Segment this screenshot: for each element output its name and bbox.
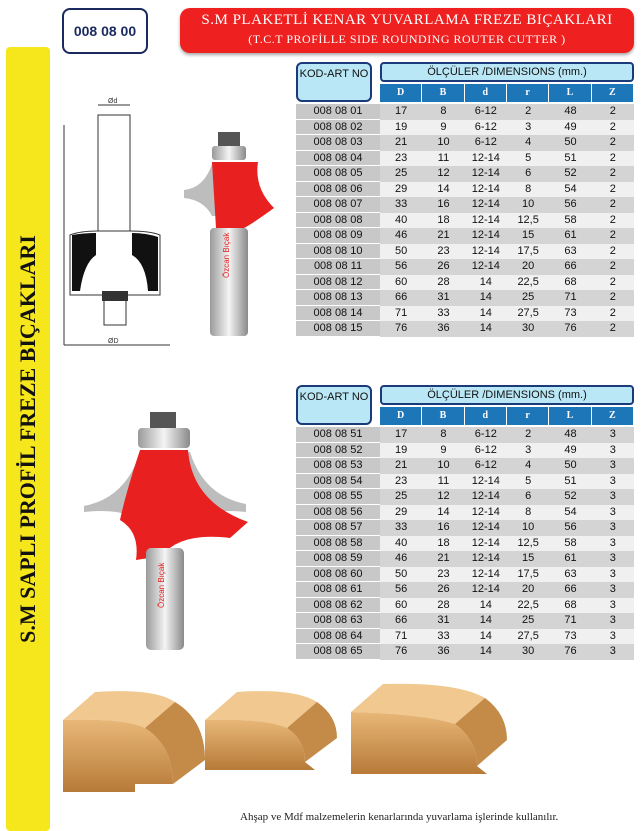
product-code-box: [62, 8, 148, 54]
table-row: [296, 629, 634, 645]
dimension-cell: 2: [592, 182, 634, 198]
dimension-cell: 3: [592, 629, 634, 645]
dimension-cell: 17: [380, 104, 422, 120]
dimension-cell: 18: [422, 536, 464, 552]
dimensions-header: ÖLÇÜLER /DIMENSIONS (mm.): [380, 385, 634, 405]
dimension-cell: 6-12: [465, 458, 507, 474]
dimension-cell: 3: [592, 598, 634, 614]
dimension-cell: 66: [380, 290, 422, 306]
table-row: [296, 228, 634, 244]
dimension-cell: 3: [592, 505, 634, 521]
brand-text-bit1: Özcan Bıçak: [222, 232, 231, 278]
dimension-cell: 10: [507, 520, 549, 536]
dimension-cell: 2: [592, 151, 634, 167]
dimension-cell: 2: [507, 427, 549, 443]
column-header: L: [549, 84, 591, 102]
dimension-cell: 2: [592, 306, 634, 322]
article-code-cell: 008 08 01: [296, 104, 380, 120]
dimension-cell: 58: [549, 536, 591, 552]
dimension-cell: 10: [507, 197, 549, 213]
dimension-cell: 2: [592, 259, 634, 275]
column-header: B: [422, 84, 464, 102]
dimension-cell: 3: [507, 120, 549, 136]
article-code-cell: 008 08 62: [296, 598, 380, 614]
dimension-cell: 30: [507, 321, 549, 337]
table-row: [296, 489, 634, 505]
dimension-cell: 4: [507, 135, 549, 151]
dimension-cell: 46: [380, 551, 422, 567]
dimension-cell: 21: [422, 551, 464, 567]
dimension-cell: 48: [549, 427, 591, 443]
dimension-cell: 21: [380, 135, 422, 151]
dimension-cell: 12-14: [465, 151, 507, 167]
dimension-cell: 73: [549, 306, 591, 322]
dimension-cell: 25: [380, 166, 422, 182]
column-header: B: [422, 407, 464, 425]
dimension-cell: 40: [380, 213, 422, 229]
article-code-cell: 008 08 14: [296, 306, 380, 322]
dimension-cell: 27,5: [507, 306, 549, 322]
dimension-cell: 3: [592, 582, 634, 598]
dimension-cell: 10: [422, 458, 464, 474]
dimension-cell: 12: [422, 489, 464, 505]
dimension-cell: 10: [422, 135, 464, 151]
dimension-cell: 6: [507, 489, 549, 505]
dimension-cell: 14: [465, 644, 507, 660]
dimension-cell: 63: [549, 567, 591, 583]
dimension-cell: 3: [592, 567, 634, 583]
dimension-cell: 46: [380, 228, 422, 244]
product-code: 008 08 00: [73, 23, 137, 39]
dimension-cell: 2: [592, 120, 634, 136]
article-code-cell: 008 08 55: [296, 489, 380, 505]
dimension-cell: 12,5: [507, 536, 549, 552]
dimension-cell: 18: [422, 213, 464, 229]
dimension-cell: 71: [549, 613, 591, 629]
dimension-cell: 2: [592, 197, 634, 213]
dimension-cell: 14: [422, 182, 464, 198]
dimension-cell: 2: [592, 321, 634, 337]
dimension-cell: 71: [380, 306, 422, 322]
article-code-cell: 008 08 05: [296, 166, 380, 182]
dimension-cell: 25: [507, 613, 549, 629]
table-row: [296, 244, 634, 260]
article-code-cell: 008 08 58: [296, 536, 380, 552]
dimension-cell: 71: [380, 629, 422, 645]
dimension-cell: 48: [549, 104, 591, 120]
dimension-cell: 54: [549, 182, 591, 198]
article-code-cell: 008 08 65: [296, 644, 380, 660]
dimension-cell: 29: [380, 182, 422, 198]
table-row: [296, 306, 634, 322]
dimension-cell: 27,5: [507, 629, 549, 645]
table-row: [296, 197, 634, 213]
article-code-cell: 008 08 10: [296, 244, 380, 260]
wood-profile-samples: [55, 680, 600, 800]
table-row: [296, 520, 634, 536]
router-bit-2-flute-image: [182, 128, 282, 338]
dimension-cell: 19: [380, 443, 422, 459]
dimension-cell: 3: [592, 489, 634, 505]
dimension-cell: 61: [549, 228, 591, 244]
column-header: r: [507, 407, 549, 425]
svg-text:ØD: ØD: [108, 338, 119, 345]
dimension-cell: 12-14: [465, 213, 507, 229]
dimension-cell: 9: [422, 443, 464, 459]
dimension-cell: 36: [422, 321, 464, 337]
dimension-cell: 61: [549, 551, 591, 567]
article-code-cell: 008 08 04: [296, 151, 380, 167]
dimension-cell: 2: [592, 166, 634, 182]
kod-art-no-header: KOD-ART NO: [296, 62, 372, 102]
dimension-cell: 15: [507, 551, 549, 567]
dimension-cell: 8: [507, 182, 549, 198]
dimension-cell: 73: [549, 629, 591, 645]
wood-sample-2: [205, 691, 337, 770]
wood-sample-1: [63, 691, 205, 792]
dimension-cell: 60: [380, 275, 422, 291]
article-code-cell: 008 08 02: [296, 120, 380, 136]
dimension-cell: 36: [422, 644, 464, 660]
dimension-cell: 17: [380, 427, 422, 443]
dimension-cell: 12-14: [465, 489, 507, 505]
dimension-cell: 25: [507, 290, 549, 306]
column-header: D: [380, 407, 422, 425]
dimension-cell: 49: [549, 120, 591, 136]
dimension-cell: 14: [465, 598, 507, 614]
column-header: Z: [592, 84, 634, 102]
dimension-cell: 23: [380, 151, 422, 167]
dimension-cell: 31: [422, 290, 464, 306]
table-row: [296, 474, 634, 490]
dimension-cell: 5: [507, 151, 549, 167]
dimension-cell: 31: [422, 613, 464, 629]
column-header: d: [465, 84, 507, 102]
dimension-cell: 4: [507, 458, 549, 474]
table-row: [296, 536, 634, 552]
dimension-cell: 14: [465, 321, 507, 337]
wood-sample-3: [351, 684, 507, 774]
dimension-cell: 25: [380, 489, 422, 505]
column-header: Z: [592, 407, 634, 425]
table-row: [296, 427, 634, 443]
dimension-cell: 2: [592, 213, 634, 229]
dimension-cell: 58: [549, 213, 591, 229]
table-row: [296, 213, 634, 229]
dimension-cell: 12-14: [465, 474, 507, 490]
dimension-cell: 23: [422, 244, 464, 260]
dimension-cell: 51: [549, 474, 591, 490]
dimension-cell: 76: [549, 644, 591, 660]
column-headers: [380, 407, 634, 425]
column-header: D: [380, 84, 422, 102]
article-code-cell: 008 08 57: [296, 520, 380, 536]
dimension-cell: 29: [380, 505, 422, 521]
table-row: [296, 321, 634, 337]
dimension-cell: 66: [549, 582, 591, 598]
dimension-cell: 3: [592, 613, 634, 629]
dimension-cell: 76: [380, 644, 422, 660]
dimension-cell: 50: [380, 244, 422, 260]
dimension-cell: 2: [592, 135, 634, 151]
dimension-cell: 21: [380, 458, 422, 474]
dimension-cell: 12-14: [465, 228, 507, 244]
dimension-cell: 14: [465, 290, 507, 306]
dimension-cell: 2: [592, 290, 634, 306]
table-row: [296, 505, 634, 521]
dimension-cell: 12,5: [507, 213, 549, 229]
table-row: [296, 290, 634, 306]
dimension-cell: 8: [507, 505, 549, 521]
page-title: S.M PLAKETLİ KENAR YUVARLAMA FREZE BIÇAKLARI: [201, 12, 613, 28]
dimension-cell: 52: [549, 166, 591, 182]
dimension-cell: 6: [507, 166, 549, 182]
column-header: d: [465, 407, 507, 425]
table-row: [296, 182, 634, 198]
dimension-cell: 14: [465, 306, 507, 322]
table-row: [296, 104, 634, 120]
dimension-cell: 6-12: [465, 104, 507, 120]
table-row: [296, 613, 634, 629]
dimension-cell: 63: [549, 244, 591, 260]
dimension-cell: 16: [422, 520, 464, 536]
dimension-cell: 2: [592, 244, 634, 260]
article-code-cell: 008 08 63: [296, 613, 380, 629]
article-code-cell: 008 08 08: [296, 213, 380, 229]
dimension-cell: 2: [592, 104, 634, 120]
dimension-cell: 56: [380, 259, 422, 275]
svg-text:Ød: Ød: [108, 98, 118, 105]
dimension-cell: 56: [549, 197, 591, 213]
dimension-cell: 6-12: [465, 135, 507, 151]
dimension-cell: 11: [422, 151, 464, 167]
table-row: [296, 551, 634, 567]
article-code-cell: 008 08 51: [296, 427, 380, 443]
dimension-cell: 12-14: [465, 551, 507, 567]
table-body: [296, 104, 634, 337]
sidebar: [6, 47, 50, 831]
dimension-cell: 16: [422, 197, 464, 213]
dimension-cell: 23: [380, 474, 422, 490]
dimension-cell: 33: [422, 629, 464, 645]
dimension-cell: 12-14: [465, 197, 507, 213]
column-headers: [380, 84, 634, 102]
dimension-cell: 19: [380, 120, 422, 136]
dimension-cell: 3: [592, 644, 634, 660]
dimension-cell: 22,5: [507, 598, 549, 614]
dimension-cell: 3: [592, 427, 634, 443]
dimension-cell: 6-12: [465, 443, 507, 459]
dimension-cell: 5: [507, 474, 549, 490]
dimension-cell: 50: [549, 458, 591, 474]
sidebar-label: S.M SAPLI PROFİL FREZE BIÇAKLARI: [15, 235, 40, 643]
article-code-cell: 008 08 54: [296, 474, 380, 490]
article-code-cell: 008 08 12: [296, 275, 380, 291]
dimension-cell: 6-12: [465, 120, 507, 136]
dimension-cell: 17,5: [507, 244, 549, 260]
kod-art-no-header: KOD-ART NO: [296, 385, 372, 425]
dimensions-header: ÖLÇÜLER /DIMENSIONS (mm.): [380, 62, 634, 82]
dimension-cell: 12-14: [465, 520, 507, 536]
dimension-cell: 33: [380, 520, 422, 536]
dimension-cell: 3: [592, 536, 634, 552]
table-row: [296, 120, 634, 136]
dimension-cell: 12-14: [465, 244, 507, 260]
article-code-cell: 008 08 52: [296, 443, 380, 459]
dimension-cell: 14: [465, 275, 507, 291]
article-code-cell: 008 08 09: [296, 228, 380, 244]
title-banner: [180, 8, 634, 53]
table-row: [296, 644, 634, 660]
dimension-cell: 28: [422, 598, 464, 614]
dimension-cell: 68: [549, 598, 591, 614]
dimension-cell: 14: [465, 613, 507, 629]
dimension-cell: 3: [592, 551, 634, 567]
dimension-cell: 54: [549, 505, 591, 521]
dimension-cell: 52: [549, 489, 591, 505]
table-row: [296, 275, 634, 291]
dimension-cell: 50: [549, 135, 591, 151]
article-code-cell: 008 08 61: [296, 582, 380, 598]
article-code-cell: 008 08 56: [296, 505, 380, 521]
dimension-cell: 14: [422, 505, 464, 521]
dimension-cell: 12-14: [465, 505, 507, 521]
dimension-cell: 23: [422, 567, 464, 583]
dimension-cell: 76: [549, 321, 591, 337]
dimension-cell: 26: [422, 582, 464, 598]
dimension-cell: 20: [507, 259, 549, 275]
dimension-cell: 12-14: [465, 536, 507, 552]
dimension-cell: 2: [592, 275, 634, 291]
dimension-cell: 11: [422, 474, 464, 490]
dimension-cell: 3: [592, 520, 634, 536]
technical-drawing: [50, 95, 180, 355]
dimension-cell: 3: [592, 458, 634, 474]
dimension-cell: 22,5: [507, 275, 549, 291]
dimension-cell: 9: [422, 120, 464, 136]
dimension-cell: 12-14: [465, 259, 507, 275]
dimension-cell: 51: [549, 151, 591, 167]
dimension-cell: 6-12: [465, 427, 507, 443]
article-code-cell: 008 08 59: [296, 551, 380, 567]
dimension-cell: 30: [507, 644, 549, 660]
dimension-cell: 68: [549, 275, 591, 291]
dimension-cell: 8: [422, 427, 464, 443]
article-code-cell: 008 08 06: [296, 182, 380, 198]
dimension-cell: 40: [380, 536, 422, 552]
dimension-cell: 66: [549, 259, 591, 275]
table-row: [296, 166, 634, 182]
table-row: [296, 582, 634, 598]
dimension-cell: 8: [422, 104, 464, 120]
dimension-cell: 12-14: [465, 582, 507, 598]
table-row: [296, 458, 634, 474]
dimension-cell: 50: [380, 567, 422, 583]
table-row: [296, 259, 634, 275]
dimension-cell: 76: [380, 321, 422, 337]
article-code-cell: 008 08 64: [296, 629, 380, 645]
dimension-cell: 12: [422, 166, 464, 182]
dimension-cell: 28: [422, 275, 464, 291]
dimension-cell: 20: [507, 582, 549, 598]
dimension-cell: 33: [422, 306, 464, 322]
article-code-cell: 008 08 03: [296, 135, 380, 151]
dimension-cell: 33: [380, 197, 422, 213]
page-subtitle: (T.C.T PROFİLLE SIDE ROUNDING ROUTER CUTTER ): [248, 32, 566, 46]
dimension-cell: 12-14: [465, 166, 507, 182]
article-code-cell: 008 08 53: [296, 458, 380, 474]
article-code-cell: 008 08 11: [296, 259, 380, 275]
dimension-cell: 2: [592, 228, 634, 244]
dimension-cell: 21: [422, 228, 464, 244]
dimension-cell: 60: [380, 598, 422, 614]
dimension-cell: 12-14: [465, 182, 507, 198]
table-row: [296, 135, 634, 151]
article-code-cell: 008 08 60: [296, 567, 380, 583]
table-body: [296, 427, 634, 660]
dimension-cell: 71: [549, 290, 591, 306]
dimension-cell: 56: [549, 520, 591, 536]
dimension-cell: 49: [549, 443, 591, 459]
router-bit-3-flute-image: [80, 408, 250, 653]
dimension-cell: 12-14: [465, 567, 507, 583]
dimension-cell: 17,5: [507, 567, 549, 583]
column-header: r: [507, 84, 549, 102]
article-code-cell: 008 08 13: [296, 290, 380, 306]
article-code-cell: 008 08 15: [296, 321, 380, 337]
dimension-cell: 15: [507, 228, 549, 244]
usage-note: Ahşap ve Mdf malzemelerin kenarlarında yuvarlama işlerinde kullanılır.: [240, 811, 559, 823]
dimension-cell: 3: [592, 474, 634, 490]
dimension-cell: 14: [465, 629, 507, 645]
table-row: [296, 151, 634, 167]
dimension-cell: 26: [422, 259, 464, 275]
dimension-cell: 3: [507, 443, 549, 459]
dimension-cell: 2: [507, 104, 549, 120]
dimension-cell: 3: [592, 443, 634, 459]
table-row: [296, 567, 634, 583]
column-header: L: [549, 407, 591, 425]
brand-text-bit2: Özcan Bıçak: [157, 562, 166, 608]
dimension-cell: 66: [380, 613, 422, 629]
table-row: [296, 598, 634, 614]
table-row: [296, 443, 634, 459]
article-code-cell: 008 08 07: [296, 197, 380, 213]
dimension-cell: 56: [380, 582, 422, 598]
